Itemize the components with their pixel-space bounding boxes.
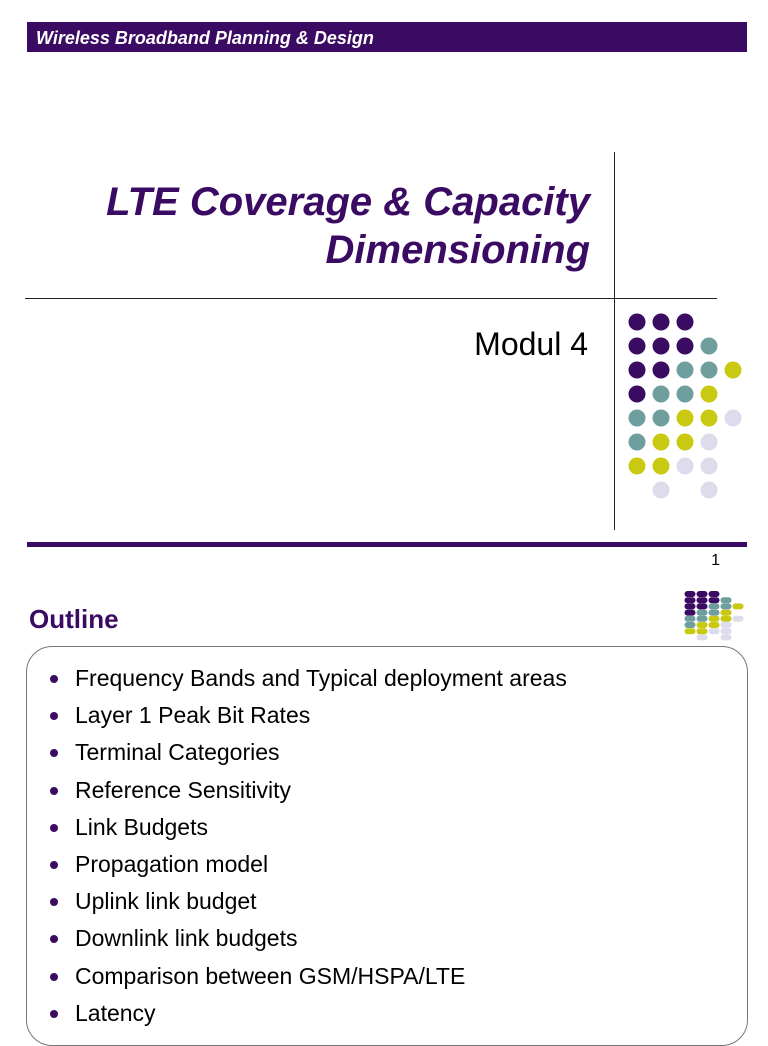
- dot-pattern-dot: [697, 603, 708, 609]
- bullet-icon: [50, 675, 58, 683]
- slide-footer-rule: [27, 542, 747, 547]
- outline-list: [47, 660, 567, 1032]
- outline-item-label: Terminal Categories: [75, 739, 280, 766]
- outline-item: [47, 958, 567, 995]
- dot-pattern-dot: [629, 410, 646, 427]
- dot-pattern-dot: [653, 482, 670, 499]
- dot-pattern-dot: [709, 610, 720, 616]
- outline-item-label: Reference Sensitivity: [75, 776, 292, 803]
- bullet-icon: [50, 824, 58, 832]
- dot-pattern-dot: [709, 622, 720, 628]
- dot-pattern-dot: [653, 410, 670, 427]
- bullet-icon: [50, 1010, 58, 1018]
- dot-pattern-dot: [677, 434, 694, 451]
- dot-pattern-dot: [701, 434, 718, 451]
- bullet-icon: [50, 861, 58, 869]
- outline-item: [47, 734, 567, 771]
- dot-pattern-dot: [701, 410, 718, 427]
- dot-pattern-dot: [709, 628, 720, 634]
- outline-item-label: Comparison between GSM/HSPA/LTE: [75, 962, 466, 989]
- outline-item-label: Downlink link budgets: [75, 925, 298, 952]
- outline-item: [47, 660, 567, 697]
- outline-item: [47, 846, 567, 883]
- dot-pattern-dot: [629, 338, 646, 355]
- dot-pattern-dot: [725, 362, 742, 379]
- slide-subtitle: Modul 4: [474, 326, 588, 362]
- bullet-icon: [50, 973, 58, 981]
- dot-pattern-dot: [721, 610, 732, 616]
- dot-pattern-dot: [697, 628, 708, 634]
- header-text: Wireless Broadband Planning & Design: [36, 28, 374, 48]
- outline-item: [47, 995, 567, 1032]
- dot-pattern-dot: [629, 434, 646, 451]
- dot-pattern-dot: [685, 610, 696, 616]
- outline-item-label: Link Budgets: [75, 813, 208, 840]
- dot-pattern-dot: [725, 410, 742, 427]
- page-number: 1: [711, 552, 720, 569]
- outline-item: [47, 772, 567, 809]
- dot-pattern-dot: [697, 616, 708, 622]
- dot-pattern-dot: [701, 362, 718, 379]
- dot-pattern-dot: [677, 410, 694, 427]
- dot-pattern-dot: [677, 338, 694, 355]
- dot-pattern-dot: [629, 458, 646, 475]
- dot-pattern-dot: [629, 314, 646, 331]
- dot-pattern-dot: [685, 628, 696, 634]
- dot-pattern-dot: [721, 616, 732, 622]
- dot-pattern-logo-small: [680, 588, 760, 644]
- bullet-icon: [50, 712, 58, 720]
- dot-pattern-dot: [697, 634, 708, 640]
- outline-item-label: Uplink link budget: [75, 888, 257, 915]
- dot-pattern-dot: [653, 362, 670, 379]
- dot-pattern-dot: [697, 597, 708, 603]
- dot-pattern-dot: [701, 386, 718, 403]
- dot-pattern-dot: [653, 314, 670, 331]
- dot-pattern-dot: [677, 362, 694, 379]
- outline-item-label: Layer 1 Peak Bit Rates: [75, 702, 311, 729]
- dot-pattern-dot: [653, 386, 670, 403]
- bullet-icon: [50, 749, 58, 757]
- dot-pattern-dot: [685, 616, 696, 622]
- title-divider-vertical: [614, 152, 615, 530]
- dot-pattern-dot: [697, 610, 708, 616]
- dot-pattern-dot: [701, 482, 718, 499]
- dot-pattern-dot: [701, 338, 718, 355]
- outline-item-label: Propagation model: [75, 851, 269, 878]
- outline-item: [47, 697, 567, 734]
- dot-pattern-dot: [685, 597, 696, 603]
- bullet-icon: [50, 787, 58, 795]
- dot-pattern-dot: [701, 458, 718, 475]
- slide-title-line-1: LTE Coverage & Capacity: [106, 180, 590, 224]
- outline-item-label: Latency: [75, 999, 156, 1026]
- dot-pattern-dot: [721, 597, 732, 603]
- dot-pattern-dot: [709, 616, 720, 622]
- dot-pattern-dot: [677, 386, 694, 403]
- dot-pattern-dot: [697, 622, 708, 628]
- bullet-icon: [50, 898, 58, 906]
- dot-pattern-dot: [721, 622, 732, 628]
- outline-item: [47, 883, 567, 920]
- outline-item: [47, 920, 567, 957]
- slide-title-line-2: Dimensioning: [325, 228, 590, 272]
- dot-pattern-dot: [721, 628, 732, 634]
- dot-pattern-dot: [685, 603, 696, 609]
- outline-title: Outline: [29, 604, 119, 634]
- bullet-icon: [50, 935, 58, 943]
- dot-pattern-dot: [653, 338, 670, 355]
- dot-pattern-dot: [629, 362, 646, 379]
- dot-pattern-dot: [721, 603, 732, 609]
- dot-pattern-dot: [721, 634, 732, 640]
- dot-pattern-dot: [677, 458, 694, 475]
- dot-pattern-dot: [685, 591, 696, 597]
- dot-pattern-dot: [709, 597, 720, 603]
- dot-pattern-dot: [697, 591, 708, 597]
- outline-item-label: Frequency Bands and Typical deployment areas: [75, 665, 567, 691]
- dot-pattern-dot: [629, 386, 646, 403]
- dot-pattern-dot: [685, 622, 696, 628]
- dot-pattern-dot: [653, 434, 670, 451]
- dot-pattern-dot: [709, 603, 720, 609]
- dot-pattern-dot: [677, 314, 694, 331]
- dot-pattern-dot: [653, 458, 670, 475]
- header-band: [27, 22, 747, 52]
- dot-pattern-dot: [733, 616, 744, 622]
- dot-pattern-dot: [733, 603, 744, 609]
- outline-item: [47, 809, 567, 846]
- slide-title: [106, 178, 590, 274]
- dot-pattern-dot: [709, 591, 720, 597]
